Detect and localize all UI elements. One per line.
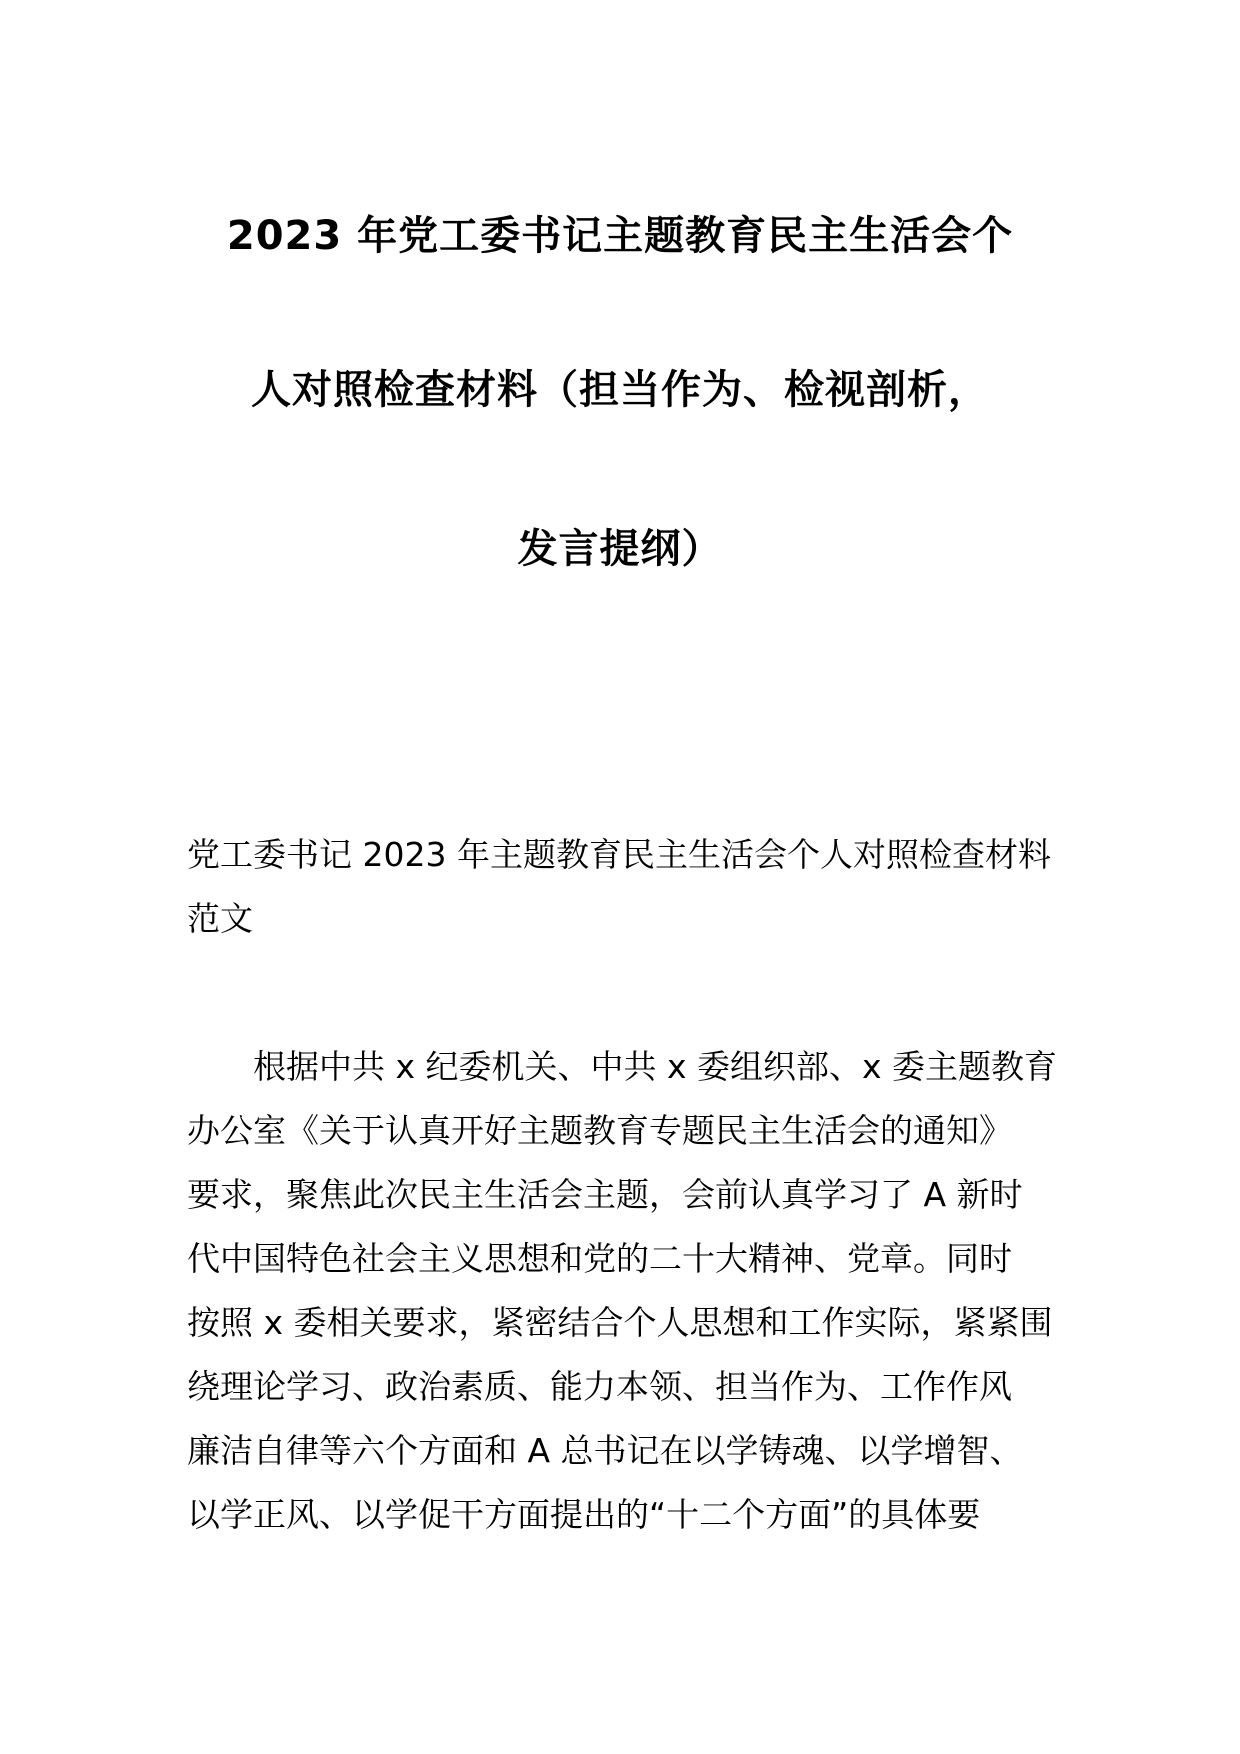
paragraph-line: 廉洁自律等六个方面和 A 总书记在以学铸魂、以学增智、 (187, 1431, 1023, 1470)
document-title-line-1: 2023 年党工委书记主题教育民主生活会个 (226, 213, 1014, 259)
paragraph-line: 办公室《关于认真开好主题教育专题民主生活会的通知》 (187, 1111, 1012, 1150)
paragraph-line: 根据中共 x 纪委机关、中共 x 委组织部、x 委主题教育 (253, 1047, 1058, 1086)
paragraph-line: 按照 x 委相关要求，紧密结合个人思想和工作实际，紧紧围 (187, 1303, 1053, 1342)
paragraph-line: 以学正风、以学促干方面提出的“十二个方面”的具体要 (187, 1495, 981, 1534)
subtitle-line: 党工委书记 2023 年主题教育民主生活会个人对照检查材料 (187, 835, 1051, 874)
paragraph-line: 要求，聚焦此次民主生活会主题，会前认真学习了 A 新时 (187, 1175, 1023, 1214)
document-title-line-2: 人对照检查材料（担当作为、检视剖析， (251, 367, 989, 413)
document-subtitle (187, 823, 1053, 951)
document-title-line-3: 发言提纲） (517, 526, 723, 572)
paragraph-line: 绕理论学习、政治素质、能力本领、担当作为、工作作风 (187, 1367, 1012, 1406)
paragraph-line: 代中国特色社会主义思想和党的二十大精神、党章。同时 (187, 1239, 1012, 1278)
subtitle-line: 范文 (187, 899, 253, 938)
body-paragraph (187, 1035, 1058, 1547)
